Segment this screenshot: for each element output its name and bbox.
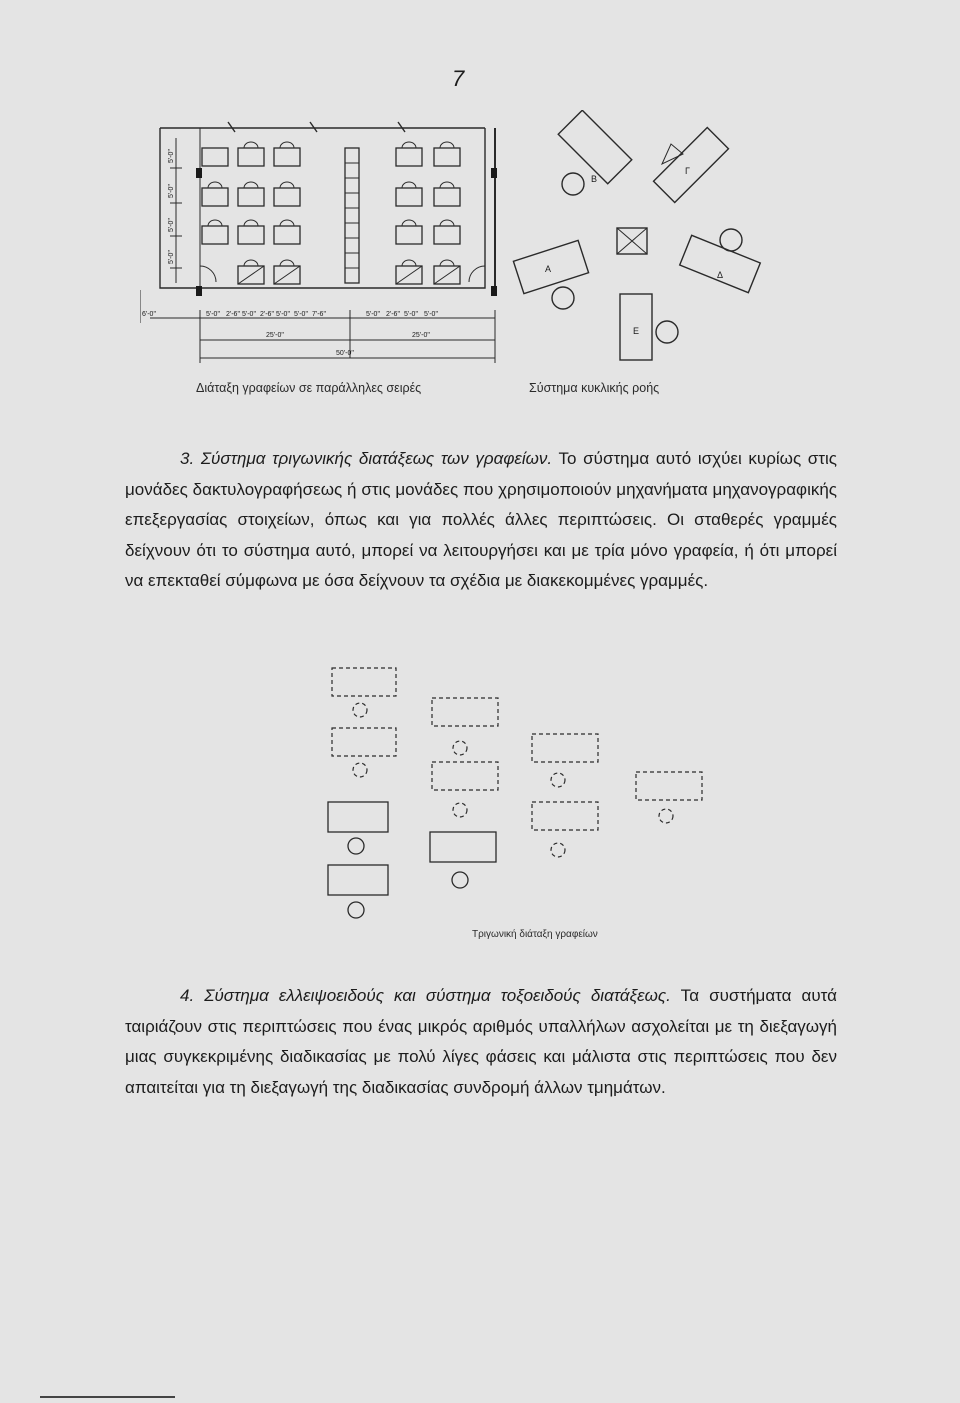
dim-label-vertical: 5'-0" — [168, 184, 175, 198]
footer-rule — [40, 1396, 175, 1398]
dim-label-vertical: 5'-0" — [168, 149, 175, 163]
triangular-layout-diagram — [320, 660, 720, 930]
dim-label-bottom: 5'-0" — [276, 311, 290, 318]
page-number: 7 — [452, 66, 465, 91]
dim-label-bottom: 5'-0" — [366, 311, 380, 318]
parallel-rows-floor-plan — [140, 118, 520, 368]
desk-label-a: Α — [545, 264, 552, 274]
dim-label-total: 50'-0" — [336, 350, 354, 357]
dim-label-half-left: 25'-0" — [266, 332, 284, 339]
circular-flow-diagram — [505, 110, 785, 370]
figure3-caption: Τριγωνική διάταξη γραφείων — [472, 929, 598, 940]
section3-text: Το σύστημα αυτό ισχύει κυρίως στις μονάδες δακτυλογραφήσεως ή στις μονάδες που χρησιμοποιούν μηχανήματα μηχανογραφικής επεξεργασίας στοιχείων, όπως και για πολλές άλλες περιπτώσεις. Οι σταθερές γραμμές δείχνουν ότι το σύστημα αυτό, μπορεί να λειτουργήσει και με τρία μόνο γραφεία, ή ότι μπορεί να επεκταθεί σύμφωνα με όσα δείχνουν τα σχέδια με διακεκομμένες γραμμές. — [125, 449, 837, 591]
dim-label-vertical: 5'-0" — [168, 250, 175, 264]
dim-label-bottom: 5'-0" — [206, 311, 220, 318]
figure1-caption: Διάταξη γραφείων σε παράλληλες σειρές — [196, 381, 422, 395]
dim-label-bottom: 5'-0" — [242, 311, 256, 318]
figure2-caption: Σύστημα κυκλικής ροής — [529, 381, 660, 395]
dim-label-bottom: 2'-6" — [386, 311, 400, 318]
section4-text: Τα συστήματα αυτά ταιριάζουν στις περιπτώσεις που ένας μικρός αριθμός υπαλλήλων ασχολείται με τη διεξαγωγή μιας συγκεκριμένης διαδικασίας με πολύ λίγες φάσεις και μάλιστα στις περιπτώσεις που δεν απαιτείται για τη διεξαγωγή της διαδικασίας συνδρομή άλλων τμημάτων. — [125, 986, 837, 1097]
desk-label-d: Δ — [717, 270, 724, 280]
dim-label-left-edge: 6'-0" — [142, 311, 156, 318]
desk-label-g: Γ — [685, 166, 690, 176]
dim-label-bottom: 7'-6" — [312, 311, 326, 318]
desk-label-e: Ε — [633, 326, 640, 336]
section4-heading: 4. Σύστημα ελλειψοειδούς και σύστημα τοξοειδούς διατάξεως. — [180, 986, 671, 1005]
dim-label-bottom: 5'-0" — [424, 311, 438, 318]
dim-label-bottom: 2'-6" — [226, 311, 240, 318]
dim-label-bottom: 2'-6" — [260, 311, 274, 318]
dim-label-bottom: 5'-0" — [404, 311, 418, 318]
dim-label-vertical: 5'-0" — [168, 218, 175, 232]
dim-label-half-right: 25'-0" — [412, 332, 430, 339]
dim-label-bottom: 5'-0" — [294, 311, 308, 318]
desk-label-b: Β — [591, 174, 598, 184]
section3-paragraph — [125, 444, 837, 597]
section3-heading: 3. Σύστημα τριγωνικής διατάξεως των γραφείων. — [180, 449, 553, 468]
section4-paragraph — [125, 981, 837, 1103]
